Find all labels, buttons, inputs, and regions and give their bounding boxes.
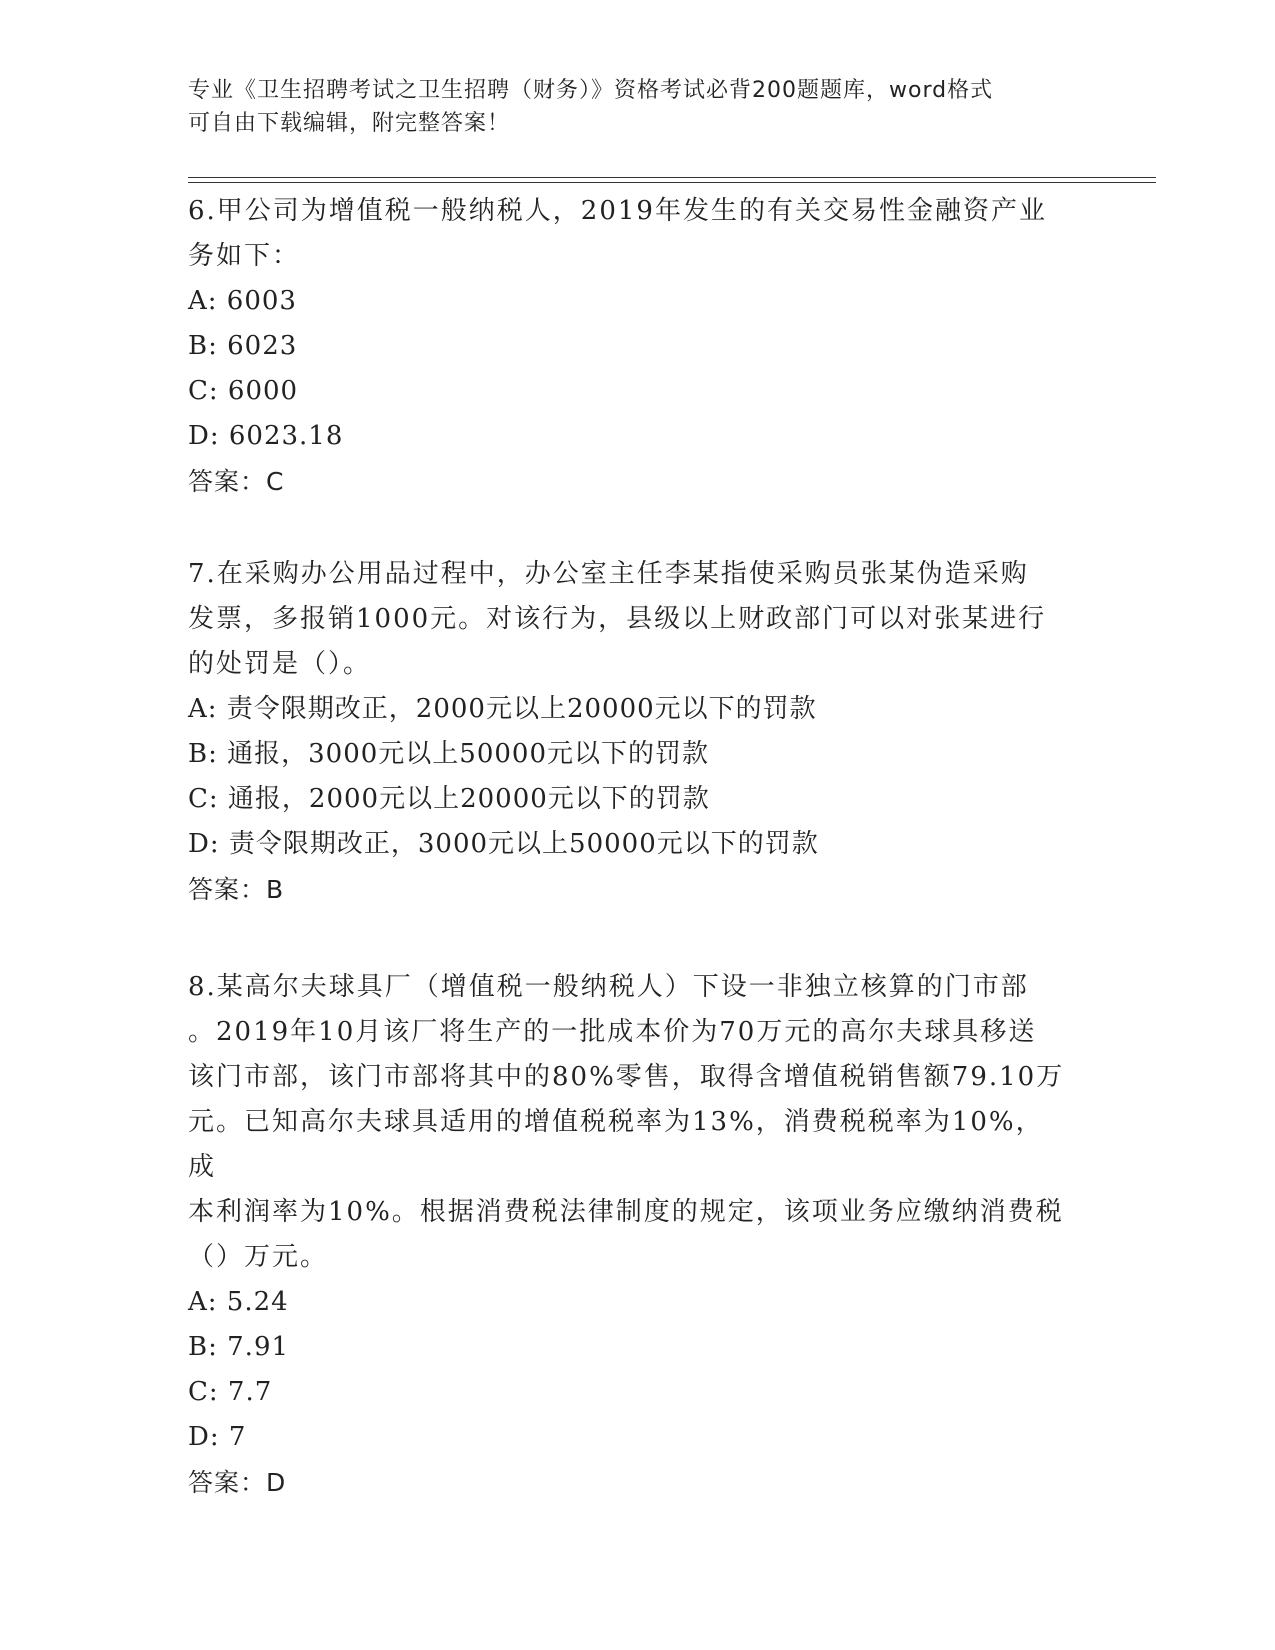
question-text-line: 发票，多报销1000元。对该行为，县级以上财政部门可以对张某进行 — [188, 604, 1047, 634]
option-b: B: 7.91 — [188, 1332, 290, 1362]
question-8 — [188, 965, 1068, 1505]
question-text-line: 本利润率为10%。根据消费税法律制度的规定，该项业务应缴纳消费税 — [188, 1197, 1064, 1227]
option-a: A: 责令限期改正，2000元以上20000元以下的罚款 — [188, 694, 817, 724]
question-text-line: 8.某高尔夫球具厂（增值税一般纳税人）下设一非独立核算的门市部 — [188, 972, 1029, 1002]
question-text-line: 7.在采购办公用品过程中，办公室主任李某指使采购员张某伪造采购 — [188, 559, 1029, 589]
option-c: C: 6000 — [188, 376, 299, 406]
question-7 — [188, 552, 1068, 912]
document-header — [188, 74, 1078, 140]
question-text-line: 的处罚是（）。 — [188, 649, 372, 679]
header-divider-top — [188, 177, 1156, 178]
question-text-line: （）万元。 — [188, 1242, 329, 1272]
question-text-line: 6.甲公司为增值税一般纳税人，2019年发生的有关交易性金融资产业 — [188, 196, 1047, 226]
question-text-line: 该门市部，该门市部将其中的80%零售，取得含增值税销售额79.10万 — [188, 1062, 1065, 1092]
option-b: B: 6023 — [188, 331, 298, 361]
option-d: D: 7 — [188, 1422, 247, 1452]
question-text-line: 。2019年10月该厂将生产的一批成本价为70万元的高尔夫球具移送 — [188, 1017, 1037, 1047]
answer-line: 答案：B — [188, 875, 285, 904]
option-a: A: 5.24 — [188, 1287, 289, 1317]
header-line-1: 专业《卫生招聘考试之卫生招聘（财务）》资格考试必背200题题库，word格式 — [188, 78, 994, 103]
answer-line: 答案：C — [188, 467, 285, 496]
header-divider-bottom — [188, 182, 1156, 183]
option-d: D: 责令限期改正，3000元以上50000元以下的罚款 — [188, 829, 819, 859]
question-text-line: 元。已知高尔夫球具适用的增值税税率为13%，消费税税率为10%，成 — [188, 1107, 1044, 1182]
header-line-2: 可自由下载编辑，附完整答案！ — [188, 111, 511, 136]
question-text-line: 务如下： — [188, 241, 301, 271]
option-a: A: 6003 — [188, 286, 297, 316]
question-6 — [188, 189, 1068, 504]
option-b: B: 通报，3000元以上50000元以下的罚款 — [188, 739, 710, 769]
answer-line: 答案：D — [188, 1468, 287, 1497]
option-c: C: 通报，2000元以上20000元以下的罚款 — [188, 784, 710, 814]
option-c: C: 7.7 — [188, 1377, 273, 1407]
option-d: D: 6023.18 — [188, 421, 344, 451]
